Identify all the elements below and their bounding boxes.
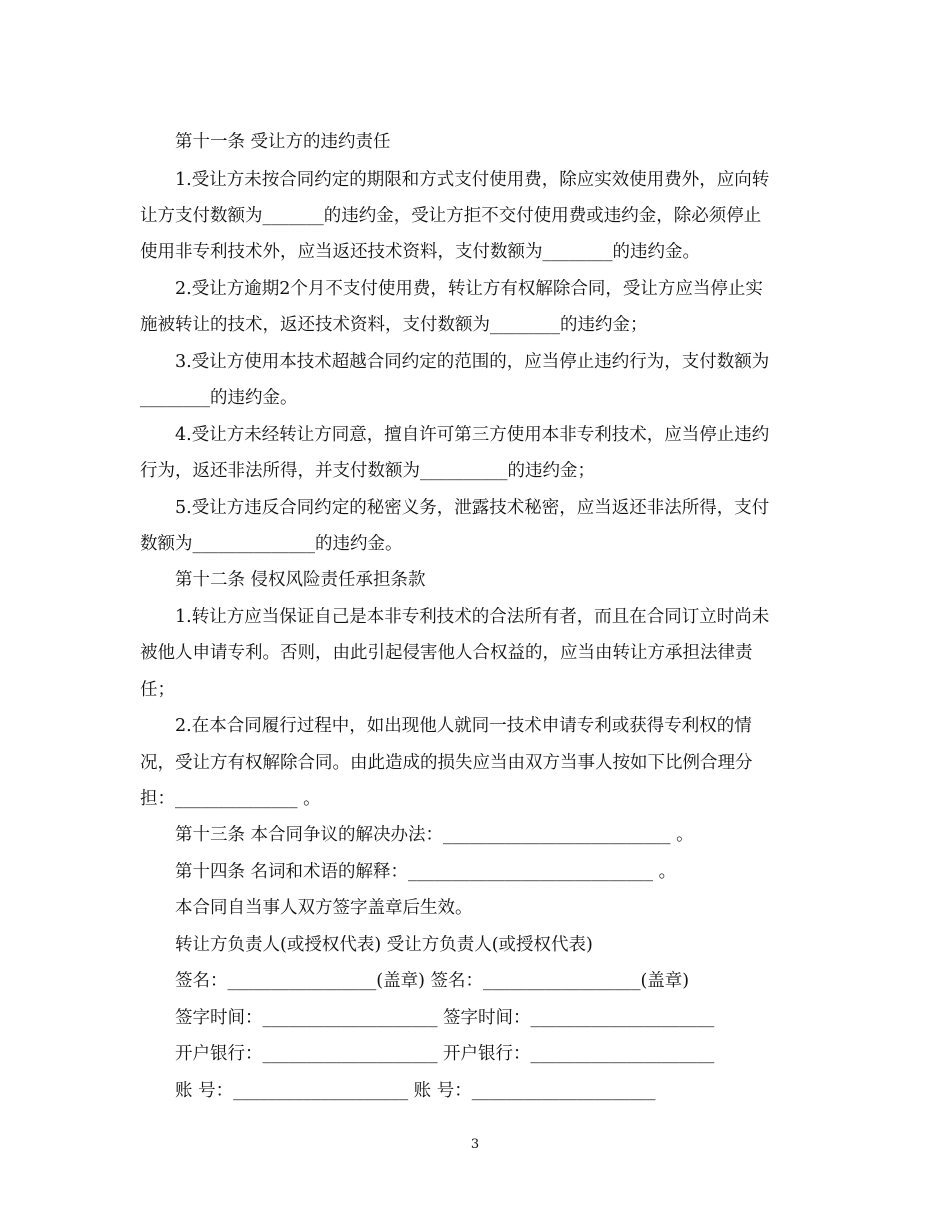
article-13-line: 第十三条 本合同争议的解决办法：__________________________ 。	[175, 825, 694, 845]
paragraph-line: 行为，返还非法所得，并支付数额为__________的违约金；	[140, 461, 595, 481]
paragraph-line: 施被转让的技术，返还技术资料，支付数额为________的违约金；	[140, 315, 648, 335]
article-11-heading: 第十一条 受让方的违约责任	[175, 132, 391, 152]
paragraph-line: 数额为______________的违约金。	[140, 534, 403, 554]
paragraph-line: 1.转让方应当保证自己是本非专利技术的合法所有者，而且在合同订立时尚未	[175, 607, 770, 627]
article-12-heading: 第十二条 侵权风险责任承担条款	[175, 570, 426, 590]
paragraph-line: 1.受让方未按合同约定的期限和方式支付使用费，除应实效使用费外，应向转	[175, 170, 770, 190]
paragraph-line: 让方支付数额为_______的违约金，受让方拒不交付使用费或违约金，除必须停止	[140, 206, 762, 226]
paragraph-line: 使用非专利技术外，应当返还技术资料，支付数额为________的违约金。	[140, 242, 700, 262]
signatory-header: 转让方负责人(或授权代表) 受让方负责人(或授权代表)	[175, 935, 593, 955]
paragraph-line: 2.在本合同履行过程中，如出现他人就同一技术申请专利或获得专利权的情	[175, 716, 752, 736]
page-number: 3	[470, 1137, 480, 1152]
effective-clause: 本合同自当事人双方签字盖章后生效。	[175, 898, 473, 918]
signature-line: 签名：_________________(盖章) 签名：__________________(盖章)	[175, 971, 690, 991]
paragraph-line: 担：______________ 。	[140, 789, 321, 809]
sign-date-line: 签字时间：____________________ 签字时间：_____________________	[175, 1008, 715, 1028]
paragraph-line: ________的违约金。	[140, 388, 298, 408]
article-14-line: 第十四条 名词和术语的解释：____________________________ 。	[175, 862, 677, 882]
paragraph-line: 况，受让方有权解除合同。由此造成的损失应当由双方当事人按如下比例合理分	[140, 753, 753, 773]
paragraph-line: 4.受让方未经转让方同意，擅自许可第三方使用本非专利技术，应当停止违约	[175, 425, 770, 445]
paragraph-line: 3.受让方使用本技术超越合同约定的范围的，应当停止违约行为，支付数额为	[175, 352, 770, 372]
paragraph-line: 2.受让方逾期2个月不支付使用费，转让方有权解除合同，受让方应当停止实	[175, 279, 763, 299]
paragraph-line: 被他人申请专利。否则，由此引起侵害他人合权益的，应当由转让方承担法律责	[140, 643, 753, 663]
account-line: 账 号：____________________ 账 号：_____________________	[175, 1081, 656, 1101]
paragraph-line: 5.受让方违反合同约定的秘密义务，泄露技术秘密，应当返还非法所得，支付	[175, 498, 770, 518]
bank-line: 开户银行：____________________ 开户银行：_____________________	[175, 1044, 715, 1064]
paragraph-line: 任；	[140, 680, 175, 700]
